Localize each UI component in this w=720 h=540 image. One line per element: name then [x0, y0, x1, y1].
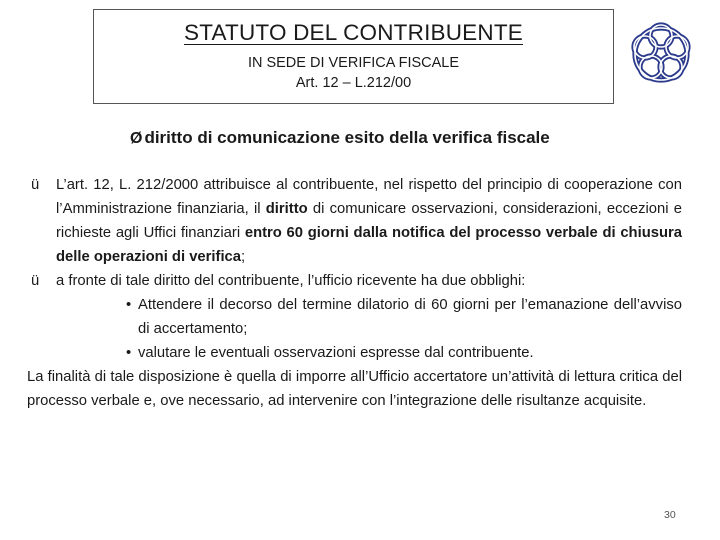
subtitle-line-1: IN SEDE DI VERIFICA FISCALE [247, 55, 460, 71]
slide-subtitle [94, 53, 613, 93]
checkmark-icon: ü [31, 273, 40, 289]
section-heading [130, 128, 630, 148]
slide-title: STATUTO DEL CONTRIBUENTE [184, 20, 523, 45]
bullet-dot-icon: • [126, 297, 132, 313]
title-box [93, 9, 614, 104]
check-item-2: ü a fronte di tale diritto del contribuente, l’ufficio ricevente ha due obblighi: [27, 269, 682, 293]
bullet-item-1: • Attendere il decorso del termine dilatorio di 60 giorni per l’emanazione dell’avviso di accertamento; [126, 293, 682, 341]
conclusion-paragraph: La finalità di tale disposizione è quella di imporre all’Ufficio accertatore un’attività di lettura critica del processo verbale e, ove necessario, ad intervenire con l’integrazione delle risultanze acquisite. [27, 369, 682, 409]
checkmark-icon: ü [31, 177, 40, 193]
bullet-item-2: • valutare le eventuali osservazioni espresse dal contribuente. [126, 341, 682, 365]
subtitle-line-2: Art. 12 – L.212/00 [295, 75, 412, 91]
stylized-circular-knot-logo-icon [623, 16, 699, 92]
slide-body [27, 173, 682, 413]
bullet-dot-icon: • [126, 345, 132, 361]
check-item-1: ü L’art. 12, L. 212/2000 attribuisce al contribuente, nel rispetto del principio di cooperazione con l’Amministrazione finanziaria, il diritto di comunicare osservazioni, considerazioni, eccezioni e richieste agli Uffici finanziari entro 60 giorni dalla notifica del processo verbale di chiusura delle operazioni di verifica; [27, 173, 682, 269]
section-heading-text: diritto di comunicazione esito della verifica fiscale [144, 128, 550, 147]
arrow-bullet-icon: Ø [130, 130, 143, 147]
page-number: 30 [664, 509, 676, 521]
